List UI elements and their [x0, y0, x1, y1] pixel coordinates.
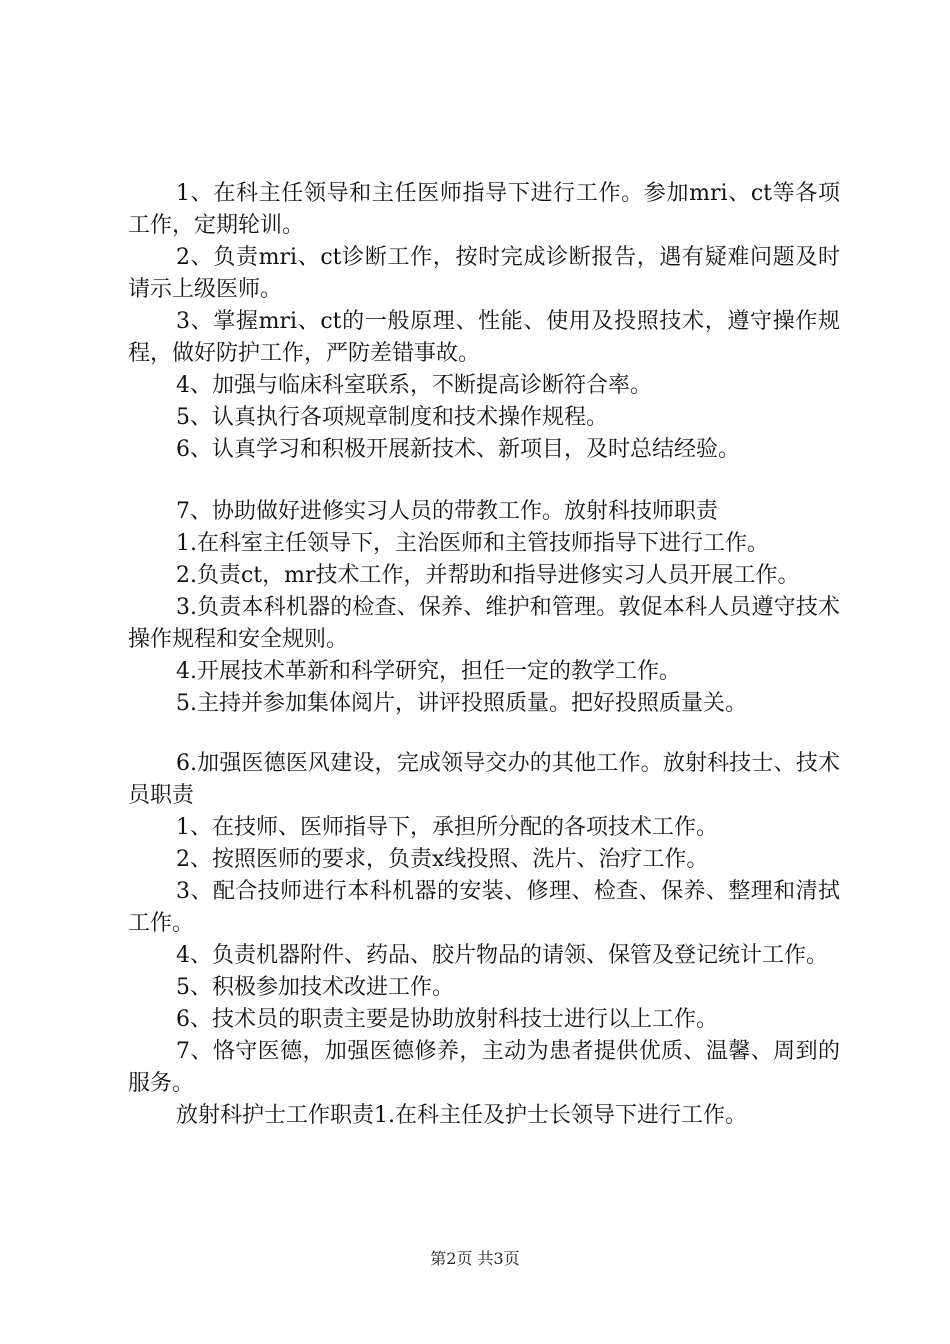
paragraph: 3、配合技师进行本科机器的安装、修理、检查、保养、整理和清拭工作。 [128, 879, 840, 936]
paragraph: 6、技术员的职责主要是协助放射科技士进行以上工作。 [176, 1007, 718, 1032]
document-body [128, 178, 840, 1132]
paragraph: 4、负责机器附件、药品、胶片物品的请领、保管及登记统计工作。 [176, 943, 828, 968]
paragraph: 6.加强医德医风建设，完成领导交办的其他工作。放射科技士、技术员职责 [128, 751, 840, 808]
paragraph: 2、负责mri、ct诊断工作，按时完成诊断报告，遇有疑难问题及时请示上级医师。 [128, 245, 840, 302]
paragraph: 3.负责本科机器的检查、保养、维护和管理。敦促本科人员遵守技术操作规程和安全规则。 [128, 595, 840, 652]
paragraph: 5、认真执行各项规章制度和技术操作规程。 [176, 405, 608, 430]
paragraph: 放射科护士工作职责1.在科主任及护士长领导下进行工作。 [176, 1103, 747, 1128]
paragraph: 3、掌握mri、ct的一般原理、性能、使用及投照技术，遵守操作规程，做好防护工作，严防差错事故。 [128, 309, 840, 366]
paragraph: 7、协助做好进修实习人员的带教工作。放射科技师职责 [176, 499, 718, 524]
paragraph: 4.开展技术革新和科学研究，担任一定的教学工作。 [176, 659, 681, 684]
page-number-footer: 第2页 共3页 [430, 1249, 520, 1268]
paragraph: 6、认真学习和积极开展新技术、新项目，及时总结经验。 [176, 437, 740, 462]
paragraph: 1、在科主任领导和主任医师指导下进行工作。参加mri、ct等各项工作，定期轮训。 [128, 181, 840, 238]
paragraph: 5.主持并参加集体阅片，讲评投照质量。把好投照质量关。 [176, 691, 747, 716]
paragraph: 4、加强与临床科室联系，不断提高诊断符合率。 [176, 373, 652, 398]
paragraph: 5、积极参加技术改进工作。 [176, 975, 454, 1000]
paragraph: 2、按照医师的要求，负责x线投照、洗片、治疗工作。 [176, 847, 709, 872]
paragraph: 2.负责ct，mr技术工作，并帮助和指导进修实习人员开展工作。 [176, 563, 800, 588]
paragraph: 7、恪守医德，加强医德修养，主动为患者提供优质、温馨、周到的服务。 [128, 1039, 840, 1096]
paragraph: 1、在技师、医师指导下，承担所分配的各项技术工作。 [176, 815, 718, 840]
paragraph: 1.在科室主任领导下，主治医师和主管技师指导下进行工作。 [176, 531, 769, 556]
